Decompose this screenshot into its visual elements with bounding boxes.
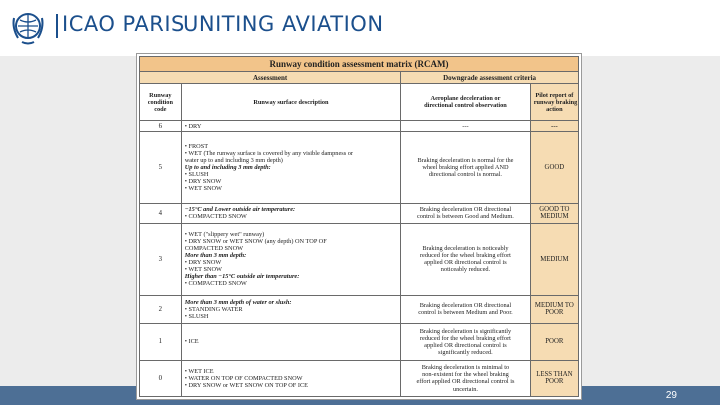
page-number: 29: [665, 390, 677, 401]
deceleration-observation: Braking deceleration is noticeably reduced for the wheel braking effort applied OR directional control is noticeably reduced.: [401, 223, 531, 295]
runway-condition-code: 0: [140, 360, 182, 396]
table-row: [140, 121, 579, 132]
table-row: [140, 360, 579, 396]
pilot-report: LESS THAN POOR: [530, 360, 578, 396]
col-header-code: Runway condition code: [140, 84, 182, 121]
deceleration-observation: Braking deceleration OR directional control is between Medium and Poor.: [401, 295, 531, 323]
rcam-table-image: [136, 53, 582, 400]
surface-description: • FROST • WET (The runway surface is covered by any visible dampness or water up to and including 3 mm depth) Up to and including 3 mm depth: • SLUSH • DRY SNOW • WET SNOW: [181, 132, 401, 204]
surface-description: • DRY: [181, 121, 401, 132]
pilot-report: GOOD: [530, 132, 578, 204]
pilot-report: ---: [530, 121, 578, 132]
pilot-report: MEDIUM: [530, 223, 578, 295]
table-row: [140, 323, 579, 360]
runway-condition-code: 1: [140, 323, 182, 360]
deceleration-observation: Braking deceleration OR directional control is between Good and Medium.: [401, 204, 531, 224]
header: [0, 0, 720, 52]
deceleration-observation: Braking deceleration is minimal to non-existent for the wheel braking effort applied OR directional control is uncertain.: [401, 360, 531, 396]
table-row: [140, 204, 579, 224]
tagline: UNITING AVIATION: [183, 12, 384, 36]
table-row: [140, 132, 579, 204]
logo-divider: [56, 14, 58, 38]
col-header-pilot: Pilot report of runway braking action: [530, 84, 578, 121]
deceleration-observation: Braking deceleration is significantly reduced for the wheel braking effort applied OR directional control is significantly reduced.: [401, 323, 531, 360]
deceleration-observation: Braking deceleration is normal for the wheel braking effort applied AND directional control is normal.: [401, 132, 531, 204]
assessment-header: Assessment: [140, 72, 401, 84]
surface-description: • ICE: [181, 323, 401, 360]
surface-description: • WET ICE • WATER ON TOP OF COMPACTED SNOW • DRY SNOW or WET SNOW ON TOP OF ICE: [181, 360, 401, 396]
pilot-report: GOOD TO MEDIUM: [530, 204, 578, 224]
surface-description: • WET ("slippery wet" runway) • DRY SNOW or WET SNOW (any depth) ON TOP OF COMPACTED SNOW More than 3 mm depth: • DRY SNOW • WET SNOW Higher than −15°C outside air temperature: • COMPACTED SNOW: [181, 223, 401, 295]
pilot-report: POOR: [530, 323, 578, 360]
runway-condition-code: 3: [140, 223, 182, 295]
table-title: Runway condition assessment matrix (RCAM): [140, 57, 579, 72]
rcam-table: [139, 56, 579, 397]
table-row: [140, 223, 579, 295]
runway-condition-code: 4: [140, 204, 182, 224]
logo-text: ICAO PARIS: [62, 12, 185, 36]
pilot-report: MEDIUM TO POOR: [530, 295, 578, 323]
runway-condition-code: 2: [140, 295, 182, 323]
col-header-description: Runway surface description: [181, 84, 401, 121]
runway-condition-code: 5: [140, 132, 182, 204]
icao-emblem-icon: [10, 8, 46, 46]
deceleration-observation: ---: [401, 121, 531, 132]
downgrade-header: Downgrade assessment criteria: [401, 72, 579, 84]
runway-condition-code: 6: [140, 121, 182, 132]
col-header-decel: Aeroplane deceleration or directional control observation: [401, 84, 531, 121]
surface-description: −15°C and Lower outside air temperature: • COMPACTED SNOW: [181, 204, 401, 224]
table-row: [140, 295, 579, 323]
surface-description: More than 3 mm depth of water or slush: • STANDING WATER • SLUSH: [181, 295, 401, 323]
